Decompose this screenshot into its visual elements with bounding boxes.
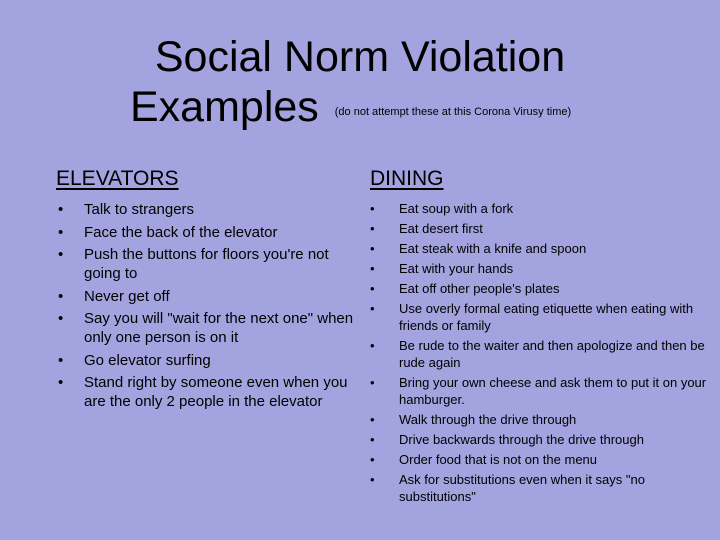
dining-item-text: Be rude to the waiter and then apologize and then be rude again — [399, 338, 705, 370]
dining-item-text: Eat off other people's plates — [399, 281, 560, 296]
elevators-item — [56, 373, 356, 411]
dining-list — [370, 200, 715, 508]
bullet-icon: • — [58, 223, 64, 241]
slide-title-line2 — [130, 82, 571, 135]
elevators-item — [56, 309, 356, 347]
bullet-icon: • — [58, 351, 64, 369]
elevators-item — [56, 287, 356, 306]
dining-item — [370, 471, 715, 505]
dining-item-text: Eat with your hands — [399, 261, 514, 276]
elevators-list — [56, 200, 356, 415]
dining-item-text: Eat desert first — [399, 221, 483, 236]
dining-heading: DINING — [370, 167, 444, 190]
bullet-icon: • — [370, 452, 375, 467]
bullet-icon: • — [370, 412, 375, 427]
bullet-icon: • — [370, 201, 375, 216]
elevators-item-text: Never get off — [84, 287, 170, 305]
dining-item — [370, 200, 715, 217]
bullet-icon: • — [58, 374, 64, 391]
elevators-item-text: Face the back of the elevator — [84, 223, 278, 241]
bullet-icon: • — [370, 375, 375, 390]
elevators-item — [56, 223, 356, 242]
bullet-icon: • — [370, 472, 375, 487]
elevators-item — [56, 200, 356, 219]
bullet-icon: • — [370, 241, 375, 256]
dining-item — [370, 260, 715, 277]
dining-item-text: Drive backwards through the drive through — [399, 432, 644, 447]
dining-item-text: Bring your own cheese and ask them to put it on your hamburger. — [399, 375, 707, 407]
elevators-item — [56, 245, 356, 283]
elevators-heading: ELEVATORS — [56, 167, 179, 190]
dining-item — [370, 300, 715, 334]
dining-item-text: Ask for substitutions even when it says "no substitutions" — [399, 472, 645, 504]
dining-item — [370, 451, 715, 468]
elevators-item-text: Talk to strangers — [84, 201, 195, 218]
dining-item — [370, 374, 715, 408]
dining-item — [370, 337, 715, 371]
elevators-item — [56, 351, 356, 370]
elevators-item-text: Stand right by someone even when you are the only 2 people in the elevator — [84, 374, 348, 410]
bullet-icon: • — [370, 281, 375, 296]
bullet-icon: • — [58, 287, 64, 305]
dining-item — [370, 240, 715, 257]
dining-item-text: Eat steak with a knife and spoon — [399, 241, 587, 256]
bullet-icon: • — [58, 201, 64, 218]
elevators-item-text: Say you will "wait for the next one" when only one person is on it — [84, 310, 354, 346]
dining-item — [370, 220, 715, 237]
bullet-icon: • — [370, 301, 375, 316]
dining-item — [370, 431, 715, 448]
dining-item — [370, 411, 715, 428]
bullet-icon: • — [370, 221, 375, 236]
bullet-icon: • — [58, 246, 64, 263]
dining-item-text: Eat soup with a fork — [399, 201, 514, 216]
bullet-icon: • — [58, 310, 64, 327]
dining-item-text: Walk through the drive through — [399, 412, 577, 427]
title-examples: Examples — [130, 83, 319, 131]
title-note: (do not attempt these at this Corona Virusy time) — [334, 105, 572, 118]
bullet-icon: • — [370, 261, 375, 276]
dining-item-text: Order food that is not on the menu — [399, 452, 598, 467]
elevators-item-text: Go elevator surfing — [84, 351, 211, 369]
elevators-item-text: Push the buttons for floors you're not going to — [84, 246, 329, 282]
bullet-icon: • — [370, 432, 375, 447]
dining-item — [370, 280, 715, 297]
bullet-icon: • — [370, 338, 375, 353]
slide-title-line1: Social Norm Violation — [154, 33, 566, 81]
dining-item-text: Use overly formal eating etiquette when eating with friends or family — [399, 301, 694, 333]
